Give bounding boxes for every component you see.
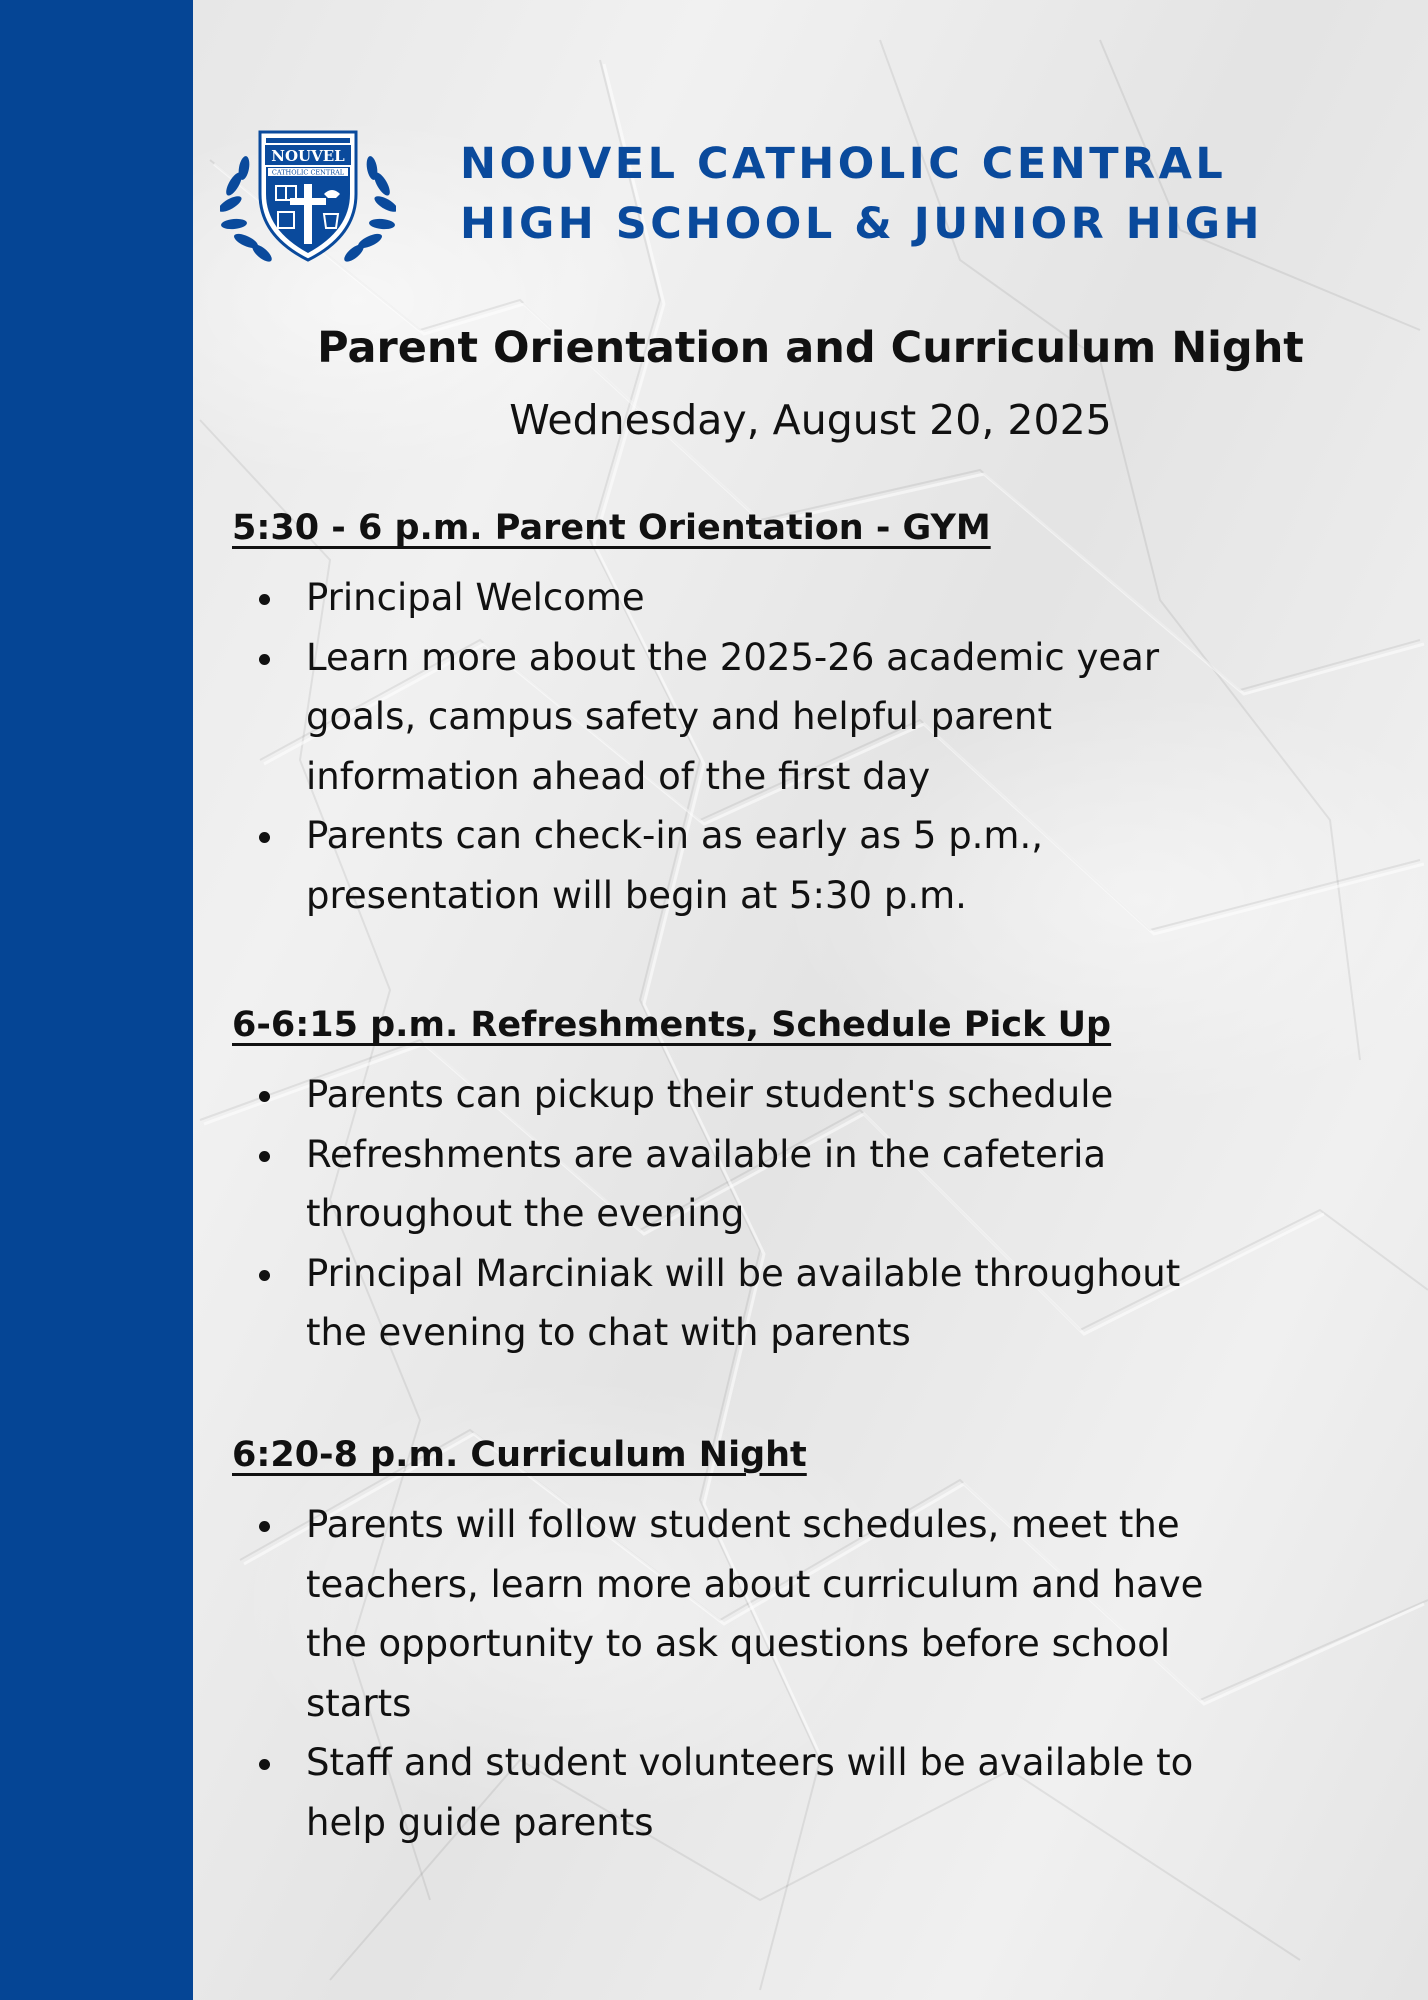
bullet-list <box>232 568 1342 926</box>
crest-banner-text: NOUVEL <box>271 147 345 165</box>
bullet-list <box>232 1495 1342 1853</box>
bullet-text-line: teachers, learn more about curriculum and have <box>306 1562 1204 1606</box>
bullet-item <box>232 568 1342 628</box>
bullet-text-line: information ahead of the first day <box>306 754 931 798</box>
bullet-text-line: Learn more about the 2025-26 academic year <box>306 635 1160 679</box>
bullet-text-line: presentation will begin at 5:30 p.m. <box>306 873 967 917</box>
bullet-text-line: Principal Marciniak will be available throughout <box>306 1251 1181 1295</box>
bullet-item <box>232 1244 1342 1363</box>
schedule-section-refreshments <box>232 995 1342 1363</box>
bullet-text-line: starts <box>306 1681 412 1725</box>
blue-side-bar <box>0 0 193 2000</box>
school-name <box>460 134 1263 254</box>
bullet-item <box>232 628 1342 807</box>
section-heading: 6:20-8 p.m. Curriculum Night <box>232 1435 807 1475</box>
bullet-text-line: Staff and student volunteers will be available to <box>306 1741 1194 1785</box>
event-title: Parent Orientation and Curriculum Night <box>317 323 1304 373</box>
bullet-text-line: Parents can pickup their student's schedule <box>306 1073 1114 1116</box>
bullet-item <box>232 1733 1342 1852</box>
bullet-text-line: the evening to chat with parents <box>306 1311 911 1355</box>
bullet-text-line: help guide parents <box>306 1800 654 1844</box>
school-name-line-2: HIGH SCHOOL & JUNIOR HIGH <box>460 199 1264 249</box>
bullet-text-line: Parents will follow student schedules, meet the <box>306 1503 1180 1546</box>
event-date: Wednesday, August 20, 2025 <box>509 396 1112 444</box>
bullet-item <box>232 1065 1342 1125</box>
bullet-item <box>232 1495 1342 1733</box>
bullet-text-line: Parents can check-in as early as 5 p.m., <box>306 814 1044 858</box>
bullet-text-line: goals, campus safety and helpful parent <box>306 695 1052 739</box>
crest-banner-subtext: CATHOLIC CENTRAL <box>271 168 345 177</box>
school-crest-logo <box>220 124 396 266</box>
bullet-item <box>232 806 1342 925</box>
bullet-list <box>232 1065 1342 1363</box>
bullet-text-line: the opportunity to ask questions before school <box>306 1622 1171 1666</box>
school-name-line-1: NOUVEL CATHOLIC CENTRAL <box>460 139 1227 189</box>
section-heading: 5:30 - 6 p.m. Parent Orientation - GYM <box>232 508 991 548</box>
bullet-text-line: throughout the evening <box>306 1192 745 1236</box>
bullet-item <box>232 1125 1342 1244</box>
bullet-text-line: Refreshments are available in the cafeteria <box>306 1132 1107 1176</box>
schedule-section-parent-orientation <box>232 498 1342 926</box>
schedule-section-curriculum-night <box>232 1425 1342 1853</box>
section-heading: 6-6:15 p.m. Refreshments, Schedule Pick Up <box>232 1005 1112 1045</box>
bullet-text-line: Principal Welcome <box>306 576 645 619</box>
